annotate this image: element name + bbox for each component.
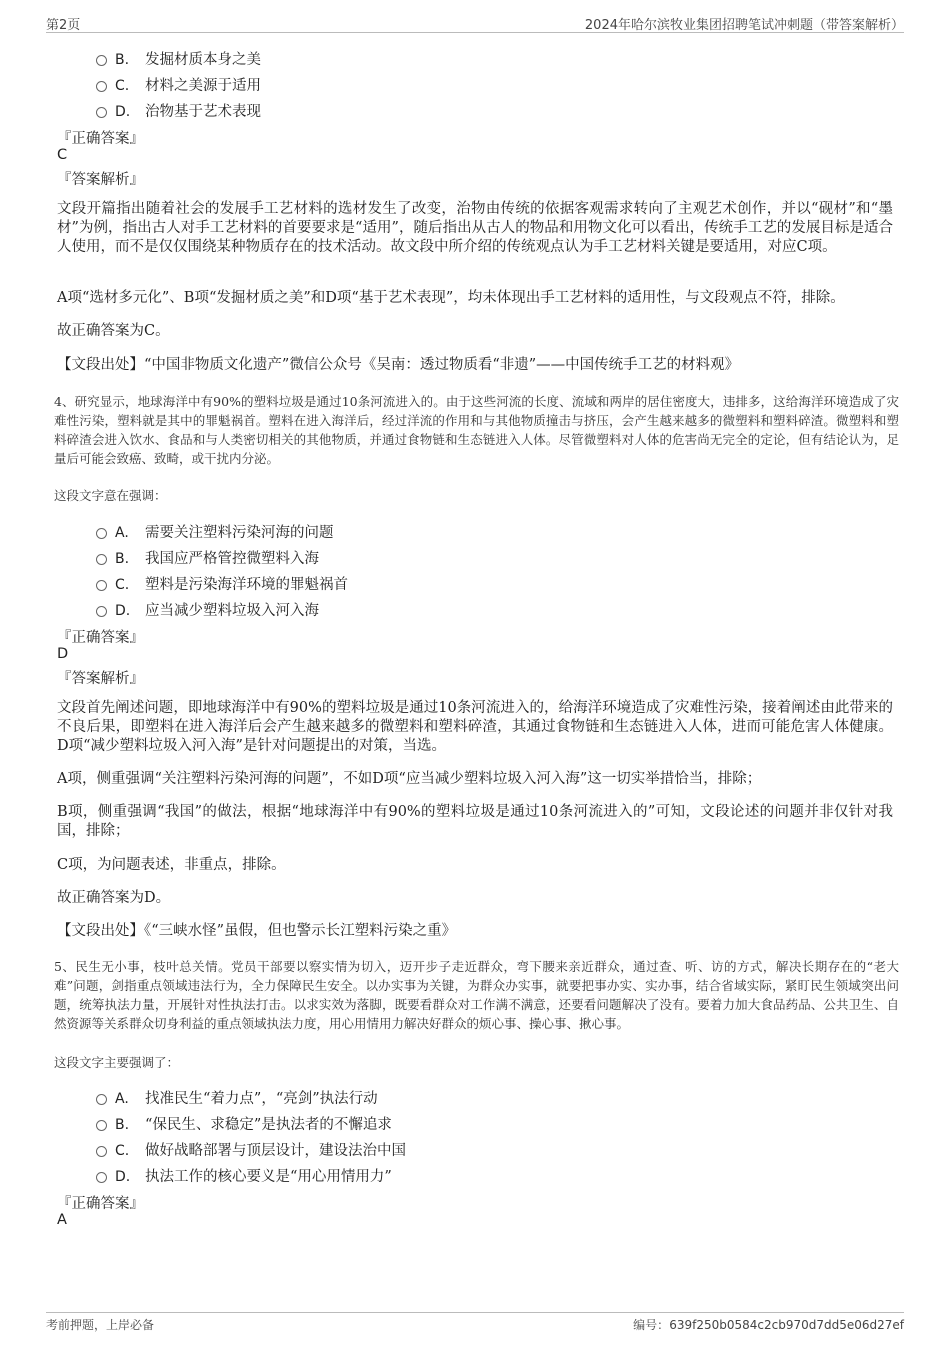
- q4-question-text: 4、研究显示，地球海洋中有90%的塑料垃圾是通过10条河流进入的。由于这些河流的长度、流域和两岸的居住密度大，违排多，这给海洋环境造成了灾难性污染，塑料就是其中的罪魁祸首。塑料在进入海洋后，经过洋流的作用和与其他物质撞击与挤压，会产生越来越多的微塑料和塑料碎渣。微塑料和塑料碎渣会进入饮水、食品和与人类密切相关的其他物质，并通过食物链和生态链进入人体。尽管微塑料对人体的危害尚无完全的定论，但有结论认为，足量后可能会致癌、致畸，或干扰内分泌。: [54, 394, 899, 466]
- radio-icon[interactable]: [96, 580, 107, 591]
- option-text: 塑料是污染海洋环境的罪魁祸首: [145, 577, 348, 593]
- q4-answer-label: 『正确答案』: [57, 630, 144, 646]
- q5-option-d[interactable]: D. 执法工作的核心要义是“用心用情用力”: [96, 1165, 392, 1186]
- radio-icon[interactable]: [96, 107, 107, 118]
- document-code: 编号：639f250b0584c2cb970d7dd5e06d27ef: [633, 1318, 904, 1332]
- radio-icon[interactable]: [96, 1172, 107, 1183]
- option-text: 治物基于艺术表现: [145, 104, 261, 120]
- q3-analysis-paragraph: A项“选材多元化”、B项“发掘材质之美”和D项“基于艺术表现”，均未体现出手工艺材料的适用性，与文段观点不符，排除。: [57, 290, 845, 306]
- q3-analysis-paragraph: 文段开篇指出随着社会的发展手工艺材料的选材发生了改变，治物由传统的依据客观需求转向了主观艺术创作，并以“砚材”和“墨材”为例，指出古人对手工艺材料的首要要求是“适用”，随后指出从古人的物品和用物文化可以看出，传统手工艺的发展目标是适合人使用，而不是仅仅围绕某种物质存在的技术活动。故文段中所介绍的传统观点认为手工艺材料关键是要适用，对应C项。: [57, 201, 893, 255]
- option-text: 执法工作的核心要义是“用心用情用力”: [145, 1169, 392, 1185]
- radio-icon[interactable]: [96, 554, 107, 565]
- radio-icon[interactable]: [96, 1094, 107, 1105]
- radio-icon[interactable]: [96, 606, 107, 617]
- q5-option-b[interactable]: B. “保民生、求稳定”是执法者的不懈追求: [96, 1113, 392, 1134]
- q3-answer: C: [57, 147, 68, 163]
- footer-slogan: 考前押题，上岸必备: [46, 1318, 155, 1332]
- q3-analysis-conclusion: 故正确答案为C。: [57, 323, 170, 339]
- page-number: 第2页: [46, 18, 81, 33]
- q4-analysis-paragraph: B项，侧重强调“我国”的做法，根据“地球海洋中有90%的塑料垃圾是通过10条河流进入的”可知，文段论述的问题并非仅针对我国，排除；: [57, 804, 893, 839]
- option-text: 我国应严格管控微塑料入海: [145, 551, 319, 567]
- radio-icon[interactable]: [96, 81, 107, 92]
- q4-stem: 这段文字意在强调：: [54, 488, 167, 503]
- q5-option-a[interactable]: A. 找准民生“着力点”，“亮剑”执法行动: [96, 1087, 378, 1108]
- q4-analysis-label: 『答案解析』: [57, 671, 144, 687]
- option-text: 做好战略部署与顶层设计，建设法治中国: [145, 1143, 406, 1159]
- option-text: 应当减少塑料垃圾入河入海: [145, 603, 319, 619]
- q4-analysis-paragraph: 文段首先阐述问题，即地球海洋中有90%的塑料垃圾是通过10条河流进入的，给海洋环境造成了灾难性污染，接着阐述由此带来的不良后果，即塑料在进入海洋后会产生越来越多的微塑料和塑料碎渣，其通过食物链和生态链进入人体，进而可能危害人体健康。D项“减少塑料垃圾入河入海”是针对问题提出的对策，当选。: [57, 700, 893, 754]
- q3-option-d[interactable]: D. 治物基于艺术表现: [96, 100, 261, 121]
- option-text: 找准民生“着力点”，“亮剑”执法行动: [145, 1091, 378, 1107]
- radio-icon[interactable]: [96, 55, 107, 66]
- q3-option-b[interactable]: B. 发掘材质本身之美: [96, 48, 261, 69]
- q5-answer-label: 『正确答案』: [57, 1196, 144, 1212]
- q4-analysis-paragraph: A项，侧重强调“关注塑料污染河海的问题”，不如D项“应当减少塑料垃圾入河入海”这一切实举措恰当，排除；: [57, 771, 762, 787]
- page-header: [46, 14, 904, 33]
- q4-option-b[interactable]: B. 我国应严格管控微塑料入海: [96, 547, 319, 568]
- document-title: 2024年哈尔滨牧业集团招聘笔试冲刺题（带答案解析）: [584, 18, 904, 33]
- q4-option-d[interactable]: D. 应当减少塑料垃圾入河入海: [96, 599, 319, 620]
- q4-answer: D: [57, 646, 69, 662]
- option-text: 需要关注塑料污染河海的问题: [145, 525, 334, 541]
- q4-analysis-paragraph: C项，为问题表述，非重点，排除。: [57, 857, 286, 873]
- radio-icon[interactable]: [96, 1146, 107, 1157]
- q4-source: 【文段出处】《“三峡水怪”虽假，但也警示长江塑料污染之重》: [57, 923, 457, 939]
- q5-question-text: 5、民生无小事，枝叶总关情。党员干部要以察实情为切入，迈开步子走近群众，弯下腰来亲近群众，通过查、听、访的方式，解决长期存在的“老大难”问题，剑指重点领域违法行为，全力保障民生安全。以办实事为关键，为群众办实事，就要把事办实、实办事，结合省域实际，紧盯民生领域突出问题，统筹执法力量，开展针对性执法打击。以求实效为落脚，既要看群众对工作满不满意，还要看问题解决了没有。要着力加大食品药品、公共卫生、自然资源等关系群众切身利益的重点领域执法力度，用心用情用力解决好群众的烦心事、操心事、揪心事。: [54, 959, 899, 1031]
- radio-icon[interactable]: [96, 1120, 107, 1131]
- q5-answer: A: [57, 1212, 67, 1228]
- q5-stem: 这段文字主要强调了：: [54, 1055, 180, 1070]
- q4-option-a[interactable]: A. 需要关注塑料污染河海的问题: [96, 521, 334, 542]
- q4-analysis-conclusion: 故正确答案为D。: [57, 890, 171, 906]
- q4-option-c[interactable]: C. 塑料是污染海洋环境的罪魁祸首: [96, 573, 348, 594]
- page-footer: [46, 1312, 904, 1333]
- option-text: “保民生、求稳定”是执法者的不懈追求: [145, 1117, 392, 1133]
- q3-option-c[interactable]: C. 材料之美源于适用: [96, 74, 261, 95]
- radio-icon[interactable]: [96, 528, 107, 539]
- q3-answer-label: 『正确答案』: [57, 131, 144, 147]
- option-text: 材料之美源于适用: [145, 78, 261, 94]
- q3-source: 【文段出处】“中国非物质文化遗产”微信公众号《吴南：透过物质看“非遗”——中国传统手工艺的材料观》: [57, 357, 740, 373]
- q3-analysis-label: 『答案解析』: [57, 172, 144, 188]
- q5-option-c[interactable]: C. 做好战略部署与顶层设计，建设法治中国: [96, 1139, 406, 1160]
- option-text: 发掘材质本身之美: [145, 52, 261, 68]
